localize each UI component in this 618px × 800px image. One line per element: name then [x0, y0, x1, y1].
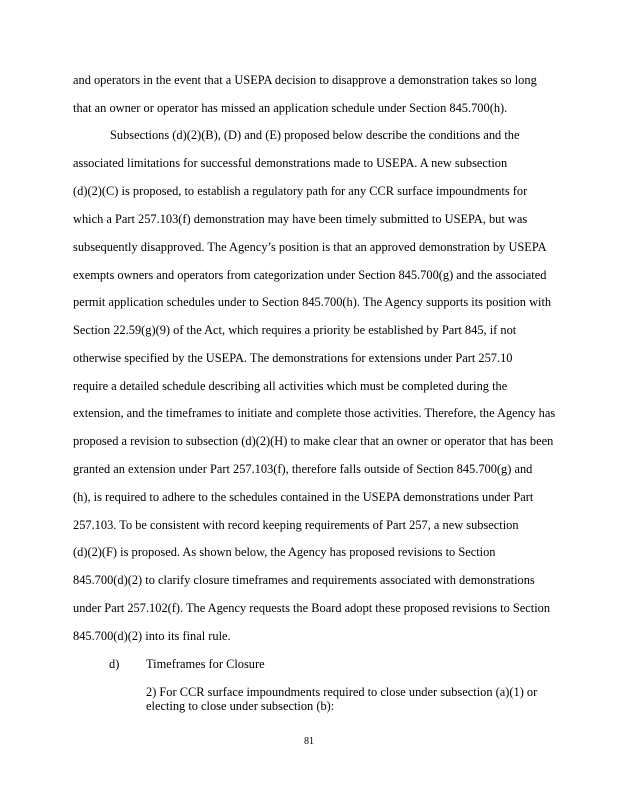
body-line: under Part 257.102(f). The Agency requests the Board adopt these proposed revisions to Section: [73, 601, 551, 615]
rule-subline: 2) For CCR surface impoundments required to close under subsection (a)(1) or: [146, 685, 538, 699]
body-line: and operators in the event that a USEPA decision to disapprove a demonstration takes so long: [73, 73, 537, 87]
rule-label: d): [109, 657, 120, 671]
body-line: 257.103. To be consistent with record keeping requirements of Part 257, a new subsection: [73, 518, 519, 532]
body-line: require a detailed schedule describing all activities which must be completed during the: [73, 379, 508, 393]
body-line: associated limitations for successful demonstrations made to USEPA. A new subsection: [73, 156, 508, 170]
body-line: 845.700(d)(2) into its final rule.: [73, 629, 231, 643]
body-line: which a Part 257.103(f) demonstration may have been timely submitted to USEPA, but was: [73, 212, 528, 226]
body-line: Section 22.59(g)(9) of the Act, which requires a priority be established by Part 845, if not: [73, 323, 517, 337]
body-line: granted an extension under Part 257.103(f), therefore falls outside of Section 845.700(g) and: [73, 462, 533, 476]
body-line: 845.700(d)(2) to clarify closure timeframes and requirements associated with demonstrations: [73, 573, 535, 587]
body-line: subsequently disapproved. The Agency’s position is that an approved demonstration by USEPA: [73, 240, 547, 254]
body-line: permit application schedules under to Section 845.700(h). The Agency supports its position with: [73, 295, 552, 309]
page-number: 81: [304, 736, 314, 747]
body-line: (d)(2)(C) is proposed, to establish a regulatory path for any CCR surface impoundments for: [73, 184, 528, 198]
rule-subline: electing to close under subsection (b):: [146, 699, 335, 713]
body-line: extension, and the timeframes to initiate and complete those activities. Therefore, the Agency has: [73, 406, 556, 420]
paragraph-first-line: Subsections (d)(2)(B), (D) and (E) proposed below describe the conditions and the: [110, 128, 520, 142]
rule-heading: Timeframes for Closure: [146, 657, 265, 671]
body-line: (h), is required to adhere to the schedules contained in the USEPA demonstrations under Part: [73, 490, 534, 504]
body-line: otherwise specified by the USEPA. The demonstrations for extensions under Part 257.10: [73, 351, 513, 365]
body-line: that an owner or operator has missed an application schedule under Section 845.700(h).: [73, 101, 508, 115]
body-line: exempts owners and operators from categorization under Section 845.700(g) and the associated: [73, 268, 547, 282]
body-line: proposed a revision to subsection (d)(2)(H) to make clear that an owner or operator that has been: [73, 434, 554, 448]
body-line: (d)(2)(F) is proposed. As shown below, the Agency has proposed revisions to Section: [73, 545, 496, 559]
